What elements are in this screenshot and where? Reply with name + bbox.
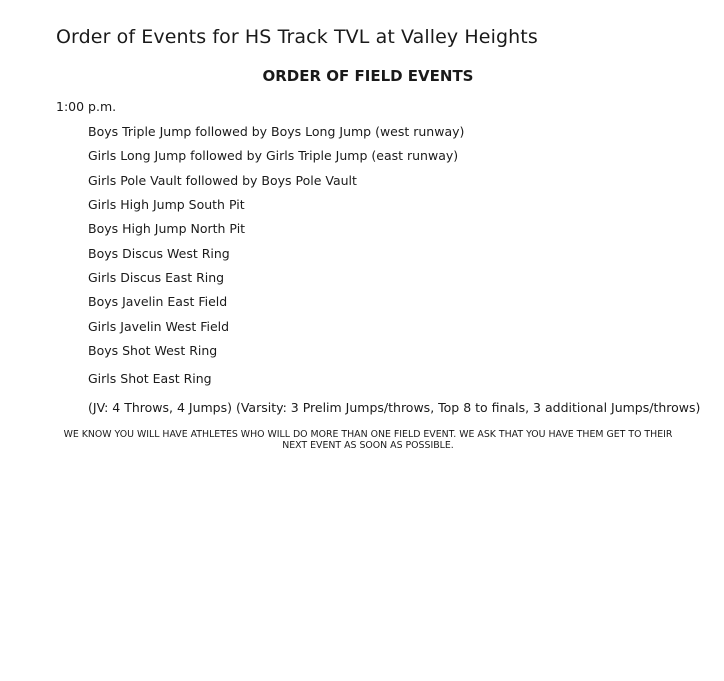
event-item: Girls Pole Vault followed by Boys Pole Vault [88,173,357,188]
start-time: 1:00 p.m. [56,99,117,114]
athlete-notice: WE KNOW YOU WILL HAVE ATHLETES WHO WILL DO MORE THAN ONE FIELD EVENT. WE ASK THAT YOU HAVE THEM GET TO THEIR NEXT EVENT AS SOON AS POSSIBLE. [63,429,673,451]
event-item: Boys Javelin East Field [88,294,228,309]
event-item: Girls Shot East Ring [88,371,212,386]
event-item: Boys High Jump North Pit [88,221,246,236]
event-item: Boys Shot West Ring [88,343,218,358]
event-item: Girls High Jump South Pit [88,197,245,212]
event-item: Girls Long Jump followed by Girls Triple Jump (east runway) [88,148,459,163]
event-item: Girls Javelin West Field [88,319,230,334]
page-title: Order of Events for HS Track TVL at Valley Heights [56,26,538,48]
event-item: Boys Triple Jump followed by Boys Long Jump (west runway) [88,124,465,139]
section-heading: ORDER OF FIELD EVENTS [262,67,474,85]
rules-note: (JV: 4 Throws, 4 Jumps) (Varsity: 3 Prelim Jumps/throws, Top 8 to finals, 3 additional Jumps/throws) [88,400,701,415]
event-item: Boys Discus West Ring [88,246,230,261]
event-item: Girls Discus East Ring [88,270,225,285]
